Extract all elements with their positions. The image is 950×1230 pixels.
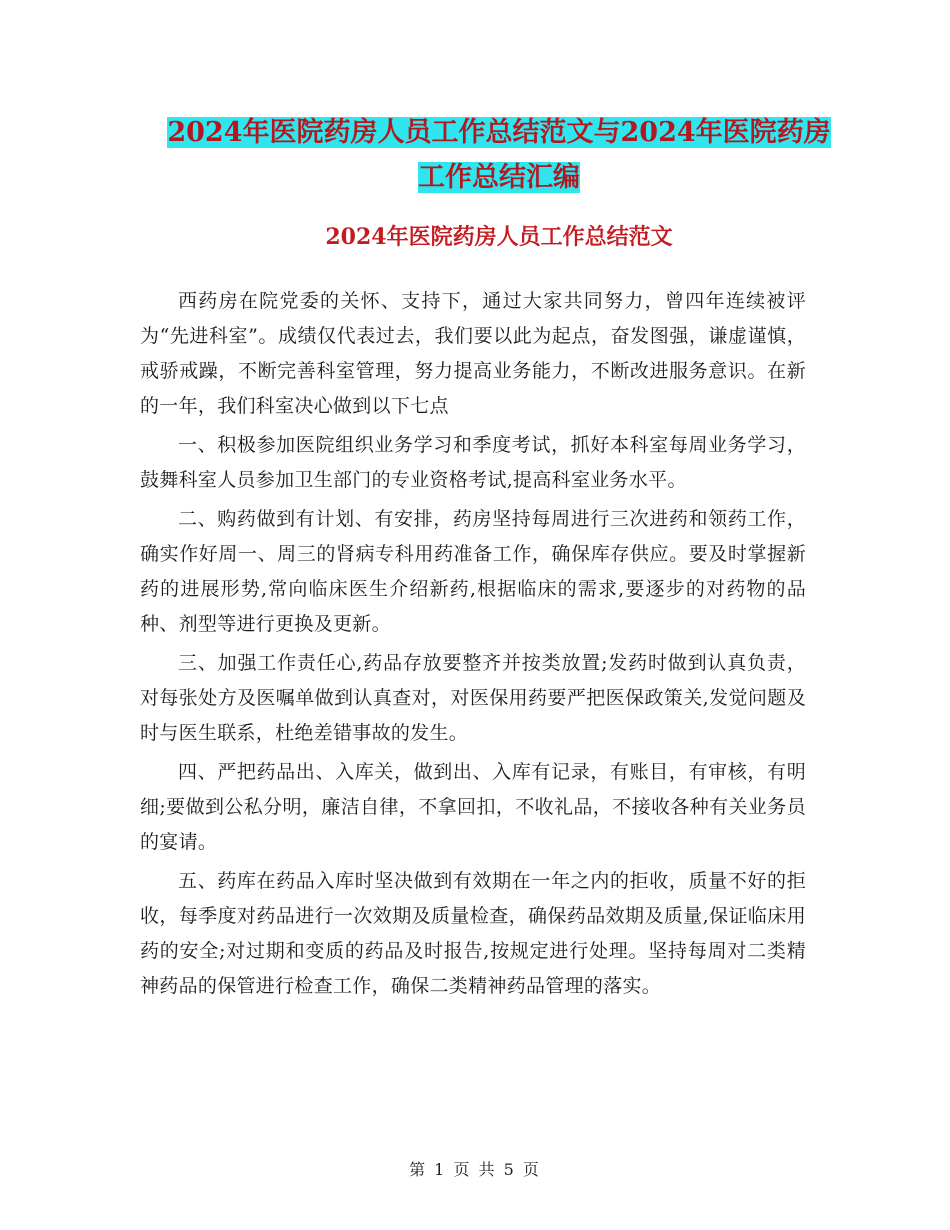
paragraph-item-5: 五、药库在药品入库时坚决做到有效期在一年之内的拒收，质量不好的拒收，每季度对药品进行一次效期及质量检查，确保药品效期及质量,保证临床用药的安全;对过期和变质的药品及时报告,按规定进行处理。坚持每周对二类精神药品的保管进行检查工作，确保二类精神药品管理的落实。 — [140, 870, 806, 997]
paragraph-item-4: 四、严把药品出、入库关，做到出、入库有记录，有账目，有审核，有明细;要做到公私分明，廉洁自律，不拿回扣，不收礼品，不接收各种有关业务员的宴请。 — [140, 761, 806, 853]
document-title — [140, 110, 858, 200]
document-title-line-1: 2024年医院药房人员工作总结范文与2024年医院药房 — [167, 117, 831, 148]
document-body — [140, 284, 806, 1004]
page-footer: 第 1 页 共 5 页 — [409, 1160, 541, 1179]
document-title-line-2: 工作总结汇编 — [418, 162, 580, 193]
section-title: 2024年医院药房人员工作总结范文 — [325, 224, 673, 250]
paragraph-item-1: 一、积极参加医院组织业务学习和季度考试，抓好本科室每周业务学习，鼓舞科室人员参加卫生部门的专业资格考试,提高科室业务水平。 — [140, 434, 806, 491]
paragraph-item-3: 三、加强工作责任心,药品存放要整齐并按类放置;发药时做到认真负责，对每张处方及医嘱单做到认真查对，对医保用药要严把医保政策关,发觉问题及时与医生联系，杜绝差错事故的发生。 — [140, 652, 806, 744]
paragraph-item-2: 二、购药做到有计划、有安排，药房坚持每周进行三次进药和领药工作，确实作好周一、周三的肾病专科用药准备工作，确保库存供应。要及时掌握新药的进展形势,常向临床医生介绍新药,根据临床的需求,要逐步的对药物的品种、剂型等进行更换及更新。 — [140, 508, 806, 635]
paragraph-intro: 西药房在院党委的关怀、支持下，通过大家共同努力，曾四年连续被评为“先进科室”。成绩仅代表过去，我们要以此为起点，奋发图强，谦虚谨慎，戒骄戒躁，不断完善科室管理，努力提高业务能力，不断改进服务意识。在新的一年，我们科室决心做到以下七点 — [140, 290, 806, 417]
